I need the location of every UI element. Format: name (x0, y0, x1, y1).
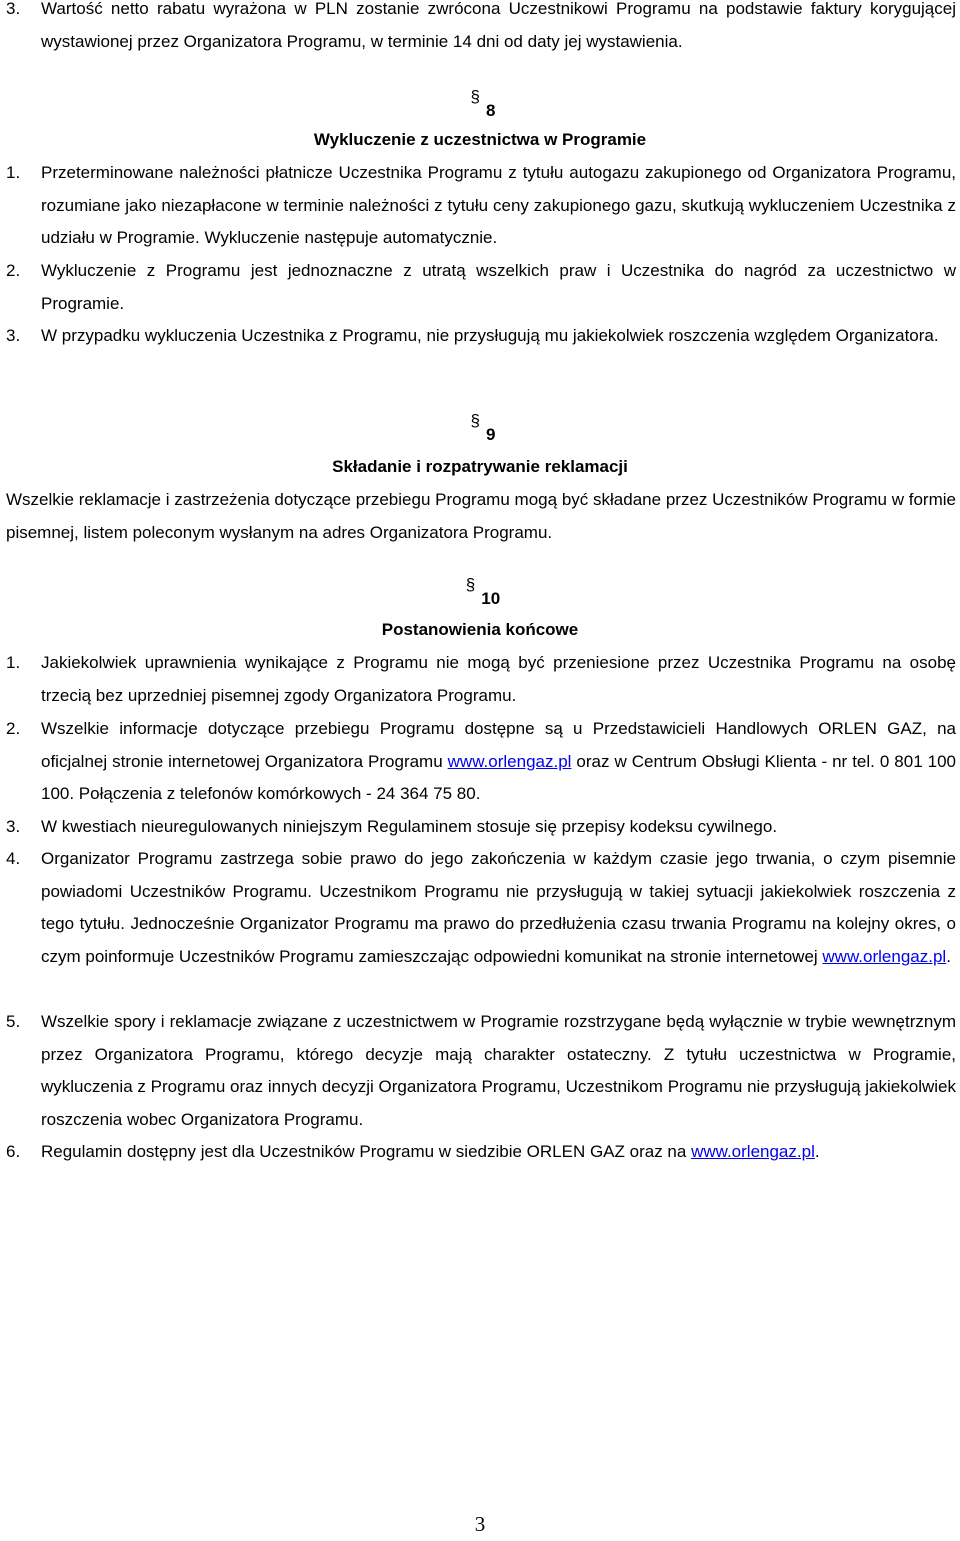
item-text: Organizator Programu zastrzega sobie prawo do jego zakończenia w każdym czasie jego trwania, o czym pisemnie powiadomi Uczestników Programu. Uczestnikom Programu nie przysługują w takiej sytuacji jakiekolwiek roszczenia z tego tytułu. Jednocześnie Organizator Programu ma prawo do przedłużenia czasu trwania Programu na kolejny okres, o czym poinformuje Uczestników Programu zamieszczając odpowiedni komunikat na stronie internetowej www.orlengaz.pl. (41, 849, 956, 966)
item-text: W przypadku wykluczenia Uczestnika z Programu, nie przysługują mu jakiekolwiek roszczenia względem Organizatora. (41, 326, 939, 345)
item-text: Jakiekolwiek uprawnienia wynikające z Programu nie mogą być przeniesione przez Uczestnika Programu na osobę trzecią bez uprzedniej pisemnej zgody Organizatora Programu. (41, 653, 956, 705)
section-9-title: Składanie i rozpatrywanie reklamacji (332, 457, 628, 476)
item-number: 1. (6, 163, 21, 182)
item-number: 2. (6, 719, 21, 738)
section-8-number: §8 (0, 95, 960, 127)
item-text: Przeterminowane należności płatnicze Uczestnika Programu z tytułu autogazu zakupionego od Organizatora Programu, rozumiane jako niezapłacone w terminie należności z tytułu ceny zakupionego gazu, skutkują wykluczeniem Uczestnika z udziału w Programie. Wykluczenie następuje automatycznie. (41, 163, 956, 248)
list-item (6, 1136, 956, 1169)
page-number: 3 (474, 1512, 486, 1536)
item-number: 1. (6, 653, 21, 672)
item-text: W kwestiach nieuregulowanych niniejszym Regulaminem stosuje się przepisy kodeksu cywilnego. (41, 817, 778, 836)
list-item (6, 843, 956, 973)
paragraph-sign: § (470, 87, 480, 106)
list-item (6, 713, 956, 811)
item-text: Wszelkie spory i reklamacje związane z uczestnictwem w Programie rozstrzygane będą wyłącznie w trybie wewnętrznym przez Organizatora Programu, którego decyzje mają charakter ostateczny. Z tytułu uczestnictwa w Programie, wykluczenia z Programu oraz innych decyzji Organizatora Programu, Uczestnikom Programu nie przysługują jakiekolwiek roszczenia wobec Organizatora Programu. (41, 1012, 956, 1129)
item-text: Wartość netto rabatu wyrażona w PLN zostanie zwrócona Uczestnikowi Programu na podstawie faktury korygującej wystawionej przez Organizatora Programu, w terminie 14 dni od daty jej wystawienia. (41, 0, 956, 51)
item-number: 3. (6, 817, 21, 836)
paragraph-sign: § (470, 411, 480, 430)
item-number: 6. (6, 1142, 21, 1161)
list-item (6, 0, 956, 58)
orlengaz-link[interactable]: www.orlengaz.pl (691, 1142, 815, 1161)
list-item (6, 157, 956, 255)
list-item (6, 320, 956, 353)
section-10-number: §10 (0, 583, 960, 615)
item-number: 4. (6, 849, 21, 868)
list-item (6, 647, 956, 712)
item-text: Wykluczenie z Programu jest jednoznaczne z utratą wszelkich praw i Uczestnika do nagród za uczestnictwo w Programie. (41, 261, 956, 313)
list-item (6, 1006, 956, 1136)
section-9-number: §9 (0, 419, 960, 451)
list-item (6, 255, 956, 320)
section-8-title: Wykluczenie z uczestnictwa w Programie (313, 130, 647, 149)
orlengaz-link[interactable]: www.orlengaz.pl (822, 946, 947, 966)
item-text: Regulamin dostępny jest dla Uczestników Programu w siedzibie ORLEN GAZ oraz na www.orlengaz.pl. (41, 1142, 820, 1161)
item-number: 5. (6, 1012, 21, 1031)
item-number: 3. (6, 326, 21, 345)
item-number: 2. (6, 261, 21, 280)
section-10-title: Postanowienia końcowe (381, 620, 579, 639)
item-text: Wszelkie informacje dotyczące przebiegu Programu dostępne są u Przedstawicieli Handlowych ORLEN GAZ, na oficjalnej stronie internetowej Organizatora Programu www.orlengaz.pl oraz w Centrum Obsługi Klienta - nr tel. 0 801 100 100. Połączenia z telefonów komórkowych - 24 364 75 80. (41, 719, 956, 804)
section-9-paragraph: Wszelkie reklamacje i zastrzeżenia dotyczące przebiegu Programu mogą być składane przez Uczestników Programu w formie pisemnej, listem poleconym wysłanym na adres Organizatora Programu. (6, 490, 956, 542)
list-item (6, 811, 956, 844)
paragraph-sign: § (465, 575, 476, 594)
orlengaz-link[interactable]: www.orlengaz.pl (447, 751, 572, 771)
item-number: 3. (6, 0, 21, 18)
